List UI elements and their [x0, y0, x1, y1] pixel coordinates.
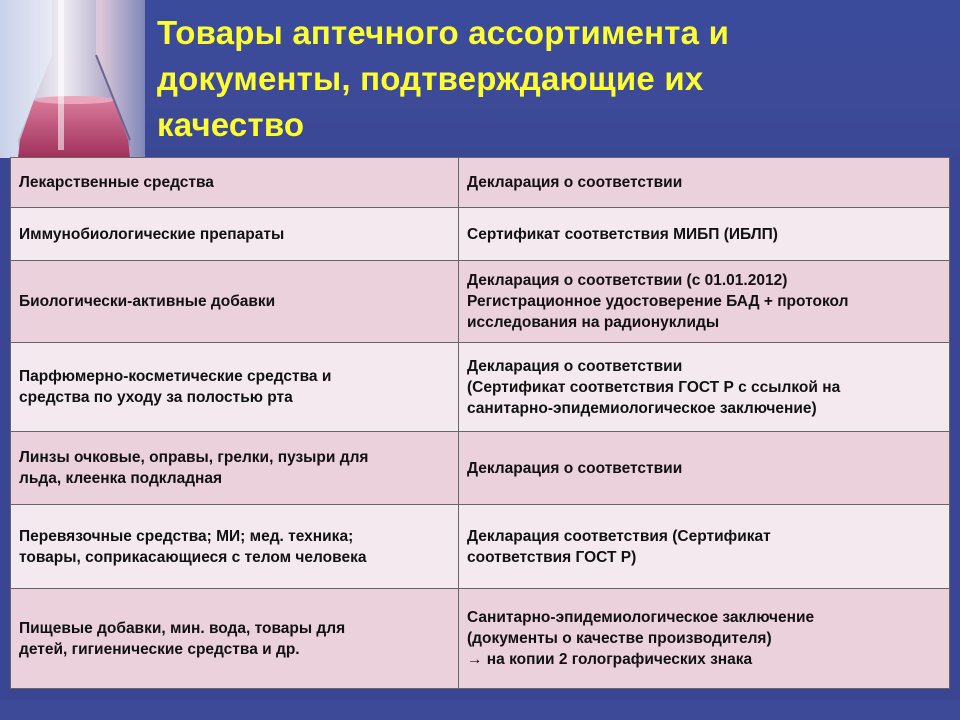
title-line: документы, подтверждающие их [157, 60, 704, 97]
flask-icon [0, 0, 145, 158]
slide-header [0, 0, 960, 158]
product-category-line: средства по уходу за полостью рта [19, 389, 293, 406]
product-category-line: Линзы очковые, оправы, грелки, пузыри для [19, 449, 369, 466]
table-row [11, 505, 950, 589]
table-row [11, 158, 950, 208]
product-category-line: Биологически-активные добавки [19, 293, 276, 310]
table-row [11, 343, 950, 432]
quality-document-line: Декларация соответствия (Сертификат [467, 527, 771, 545]
quality-document-line: исследования на радионуклиды [467, 314, 720, 331]
quality-document-line: Декларация о соответствии [467, 174, 683, 191]
product-category-line: товары, соприкасающиеся с телом человека [19, 548, 367, 566]
product-category-line: Лекарственные средства [19, 174, 214, 191]
product-category-cell [11, 158, 459, 208]
quality-document-line: соответствия ГОСТ Р) [467, 548, 637, 566]
quality-document-cell [459, 261, 950, 343]
quality-document-line: Санитарно-эпидемиологическое заключение [467, 609, 815, 626]
product-category-line: Пищевые добавки, мин. вода, товары для [19, 619, 346, 637]
product-category-line: льда, клеенка подкладная [19, 470, 223, 487]
product-category-cell [11, 343, 459, 432]
table-row [11, 432, 950, 505]
quality-document-line: Декларация о соответствии [467, 459, 683, 477]
product-category-line: Парфюмерно-косметические средства и [19, 368, 332, 385]
quality-document-cell [459, 589, 950, 689]
quality-document-cell [459, 208, 950, 261]
quality-document-cell [459, 343, 950, 432]
quality-document-line: санитарно-эпидемиологическое заключение) [467, 399, 817, 417]
product-category-cell [11, 505, 459, 589]
assortment-table [10, 157, 950, 689]
quality-document-line: Регистрационное удостоверение БАД + протокол [467, 293, 849, 310]
assortment-table-container [10, 157, 948, 688]
table-row [11, 208, 950, 261]
product-category-cell [11, 208, 459, 261]
product-category-line: Иммунобиологические препараты [19, 225, 285, 243]
quality-document-line: Сертификат соответствия МИБП (ИБЛП) [467, 225, 778, 243]
product-category-cell [11, 261, 459, 343]
flask-image [0, 0, 145, 158]
table-row [11, 261, 950, 343]
quality-document-line: (Сертификат соответствия ГОСТ Р с ссылкой на [467, 378, 841, 396]
quality-document-line: Декларация о соответствии (с 01.01.2012) [467, 272, 788, 289]
product-category-line: детей, гигиенические средства и др. [19, 640, 300, 658]
product-category-line: Перевязочные средства; МИ; мед. техника; [19, 527, 354, 545]
slide-title [157, 10, 937, 148]
quality-document-line: (документы о качестве производителя) [467, 630, 772, 647]
quality-document-cell [459, 432, 950, 505]
quality-document-line: → на копии 2 голографических знака [467, 651, 753, 668]
product-category-cell [11, 589, 459, 689]
title-line: качество [157, 106, 305, 143]
quality-document-cell [459, 505, 950, 589]
quality-document-cell [459, 158, 950, 208]
product-category-cell [11, 432, 459, 505]
title-line: Товары аптечного ассортимента и [157, 14, 730, 51]
quality-document-line: Декларация о соответствии [467, 357, 683, 375]
table-row [11, 589, 950, 689]
footer-band [0, 700, 960, 720]
